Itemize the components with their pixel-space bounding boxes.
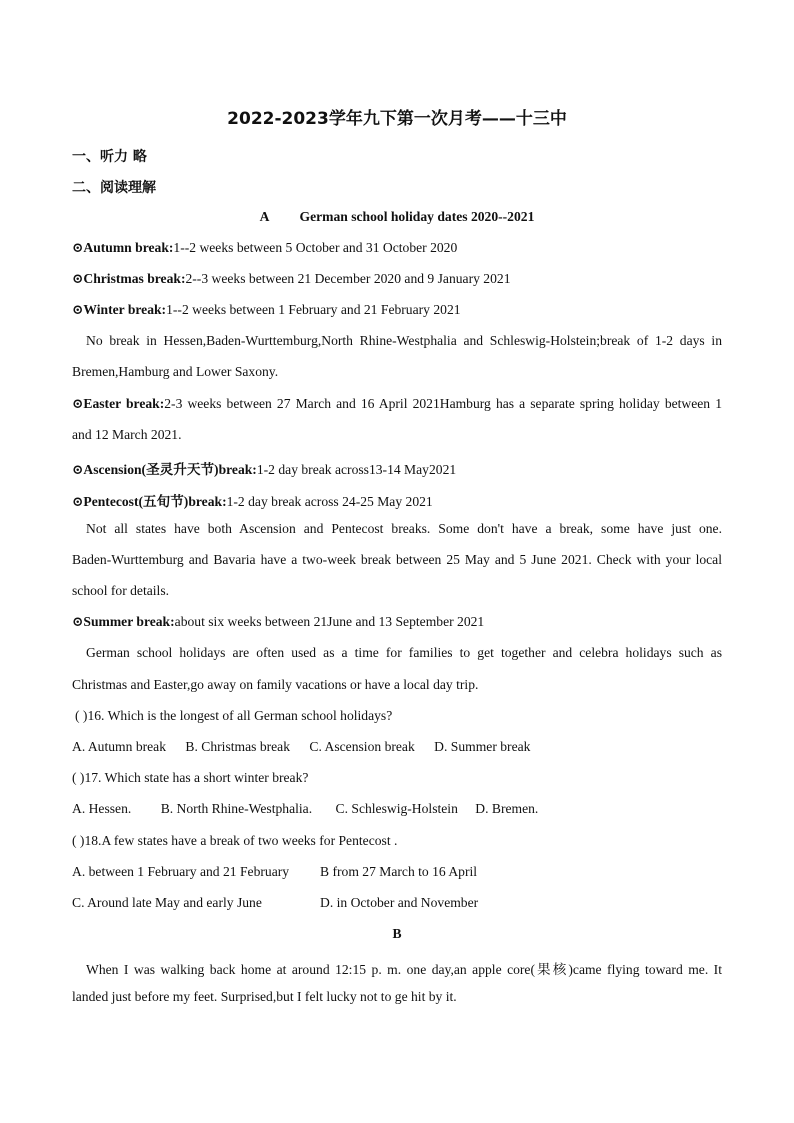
summer-break-text: about six weeks between 21June and 13 September 2021: [174, 614, 485, 629]
bullet-icon: ⊙: [72, 271, 84, 286]
pentecost-break-name: Pentecost(五旬节)break:: [83, 494, 227, 509]
summer-break-name: Summer break:: [83, 614, 175, 629]
winter-break-name: Winter break:: [83, 302, 167, 317]
q18-option-c: C. Around late May and early June: [72, 895, 262, 910]
bullet-icon: ⊙: [72, 614, 84, 629]
q18-option-d: D. in October and November: [320, 895, 479, 910]
ascension-break-text: 1-2 day break across13-14 May2021: [256, 462, 457, 477]
question-18: ( )18.A few states have a break of two weeks for Pentecost .: [72, 833, 398, 848]
winter-break-text: 1--2 weeks between 1 February and 21 February 2021: [166, 302, 461, 317]
q17-option-a: A. Hessen.: [72, 801, 132, 816]
q16-option-b: B. Christmas break: [185, 739, 291, 754]
christmas-break-text: 2--3 weeks between 21 December 2020 and 9 January 2021: [185, 271, 511, 286]
autumn-break-name: Autumn break:: [83, 240, 174, 255]
passage-b-line-2: landed just before my feet. Surprised,but I felt lucky not to ge hit by it.: [72, 989, 457, 1004]
page-title: 2022-2023学年九下第一次月考——十三中: [227, 109, 567, 129]
q17-option-d: D. Bremen.: [475, 801, 539, 816]
summer-break-line: [72, 614, 722, 630]
q16-option-d: D. Summer break: [434, 739, 531, 754]
bullet-icon: ⊙: [72, 396, 84, 411]
easter-break-line-2: and 12 March 2021.: [72, 427, 182, 442]
bullet-icon: ⊙: [72, 462, 84, 477]
autumn-break-text: 1--2 weeks between 5 October and 31 October 2020: [173, 240, 458, 255]
easter-break-line: [72, 396, 722, 412]
question-17: ( )17. Which state has a short winter break?: [72, 770, 309, 785]
q18-option-a: A. between 1 February and 21 February: [72, 864, 290, 879]
passage-a-title: German school holiday dates 2020--2021: [299, 209, 535, 224]
bullet-icon: ⊙: [72, 240, 84, 255]
bullet-icon: ⊙: [72, 494, 84, 509]
note-line-2: Baden-Wurttemburg and Bavaria have a two-week break between 25 May and 5 June 2021. Check with your local: [72, 552, 722, 567]
q16-option-a: A. Autumn break: [72, 739, 167, 754]
section-reading: 二、阅读理解: [72, 180, 156, 196]
winter-break-line: [72, 302, 722, 318]
closing-line-2: Christmas and Easter,go away on family vacations or have a local day trip.: [72, 677, 479, 692]
ascension-break-line: [72, 458, 722, 478]
autumn-break-line: [72, 240, 722, 256]
q17-option-c: C. Schleswig-Holstein: [335, 801, 458, 816]
passage-b-label: B: [392, 926, 402, 941]
q18-option-b: B from 27 March to 16 April: [320, 864, 478, 879]
question-16: ( )16. Which is the longest of all German school holidays?: [75, 708, 393, 723]
closing-line-1: German school holidays are often used as a time for families to get together and celebra holidays such as: [86, 645, 722, 660]
christmas-break-line: [72, 271, 722, 287]
winter-note-line-1: No break in Hessen,Baden-Wurttemburg,North Rhine-Westphalia and Schleswig-Holstein;break of 1-2 days in: [86, 333, 722, 348]
passage-a-label: A: [259, 209, 269, 224]
winter-note-line-2: Bremen,Hamburg and Lower Saxony.: [72, 364, 279, 379]
passage-b-line-1: When I was walking back home at around 12:15 p. m. one day,an apple core(果核)came flying toward me. It: [86, 962, 722, 977]
question-16-options: [72, 739, 722, 755]
christmas-break-name: Christmas break:: [83, 271, 186, 286]
q17-option-b: B. North Rhine-Westphalia.: [160, 801, 313, 816]
question-18-options-row-1: [72, 864, 722, 880]
bullet-icon: ⊙: [72, 302, 84, 317]
pentecost-break-line: [72, 490, 722, 510]
question-17-options: [72, 801, 722, 817]
q16-option-c: C. Ascension break: [309, 739, 415, 754]
pentecost-break-text: 1-2 day break across 24-25 May 2021: [226, 494, 433, 509]
passage-a-heading: [0, 209, 794, 225]
note-line-1: Not all states have both Ascension and Pentecost breaks. Some don't have a break, some have just one.: [86, 521, 722, 536]
section-listening: 一、听力 略: [72, 149, 147, 165]
ascension-break-name: Ascension(圣灵升天节)break:: [83, 462, 257, 477]
note-line-3: school for details.: [72, 583, 170, 598]
question-18-options-row-2: [72, 895, 722, 911]
easter-break-text: 2-3 weeks between 27 March and 16 April 2021Hamburg has a separate spring holiday between 1: [164, 396, 722, 411]
easter-break-name: Easter break:: [83, 396, 165, 411]
